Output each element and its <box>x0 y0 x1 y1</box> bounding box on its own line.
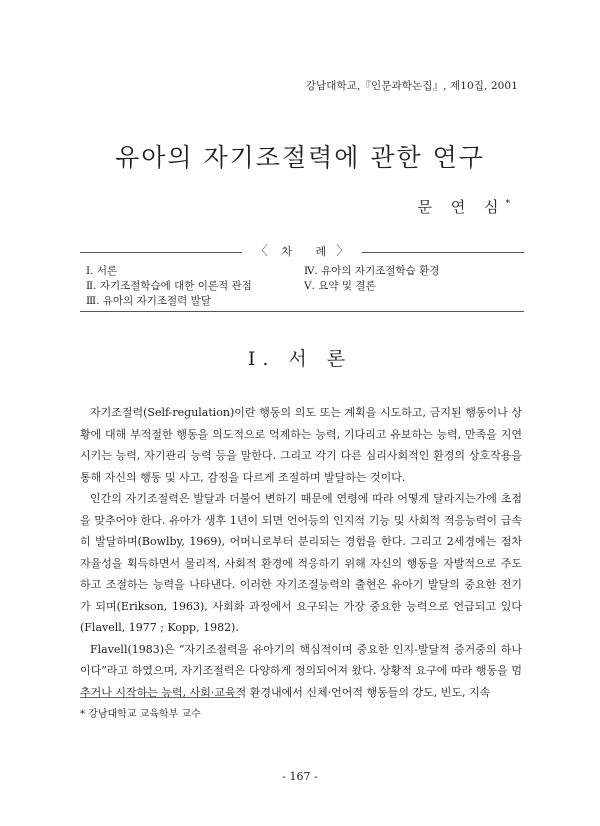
body-text <box>80 402 522 703</box>
toc-item-5: Ⅴ. 요약 및 결론 <box>304 280 376 292</box>
toc-label <box>242 241 362 263</box>
footnote-divider <box>80 697 240 698</box>
page-number: - 167 - <box>282 770 318 783</box>
footnote: * 강남대학교 교육학부 교수 <box>80 709 201 720</box>
table-of-contents <box>80 244 524 312</box>
author <box>417 196 510 217</box>
toc-right-bracket-icon: 〉 <box>336 244 350 259</box>
toc-label-text: 차 례 <box>281 245 337 258</box>
toc-item-3: Ⅲ. 유아의 자기조절력 발달 <box>86 295 211 307</box>
section-heading: Ⅰ. 서 론 <box>247 348 353 370</box>
paragraph: 인간의 자기조절력은 발달과 더불어 변하기 때문에 연령에 따라 어떻게 달라지는가에 초점을 맞추어야 한다. 유아가 생후 1년이 되면 언어등의 인지적 기능 및 사회적 적응능력이 급속히 발달하며(Bowlby, 1969), 어머니로부터 분리되는 경험을 한다. 그리고 2세경에는 점차 자율성을 획득하면서 물리적, 사회적 환경에 적응하기 위해 자신의 행동을 자발적으로 주도하고 조절하는 능력을 나타낸다. 이러한 자기조절능력의 출현은 유아기 발달의 중요한 전기가 되며(Erikson, 1963), 사회화 과정에서 요구되는 가장 중요한 능력으로 언급되고 있다(Flavell, 1977 ; Kopp, 1982). <box>80 492 522 634</box>
paragraph: Flavell(1983)은 “자기조절력을 유아기의 핵심적이며 중요한 인지-발달적 증거중의 하나이다”라고 하였으며, 자기조절력은 다양하게 정의되어져 왔다. 상황적 요구에 따라 행동을 멈추거나 시작하는 능력, 사회·교육적 환경내에서 신체·언어적 행동들의 강도, 빈도, 지속 <box>80 642 522 699</box>
author-footnote-mark: * <box>505 199 510 209</box>
paragraph: 자기조절력(Self-regulation)이란 행동의 의도 또는 계획을 시도하고, 금지된 행동이나 상황에 대해 부적절한 행동을 의도적으로 억제하는 능력, 기다리고 유보하는 능력, 만족을 지연시키는 능력, 자기관리 능력 등을 말한다. 그리고 각기 다른 심리사회적인 환경의 상호작용을 통해 자신의 행동 및 사고, 감정을 다르게 조절하며 발달하는 것이다. <box>80 406 522 484</box>
toc-item-4: Ⅳ. 유아의 자기조절학습 환경 <box>304 265 440 277</box>
paper-title: 유아의 자기조절력에 관한 연구 <box>115 143 485 172</box>
toc-item-2: Ⅱ. 자기조절학습에 대한 이론적 관점 <box>86 280 252 292</box>
toc-item-1: Ⅰ. 서론 <box>86 265 118 277</box>
author-name: 문 연 심 <box>417 198 506 216</box>
toc-left-bracket-icon: 〈 <box>254 244 268 259</box>
journal-citation: 강남대학교,『인문과학논집』, 제10집, 2001 <box>305 80 518 92</box>
